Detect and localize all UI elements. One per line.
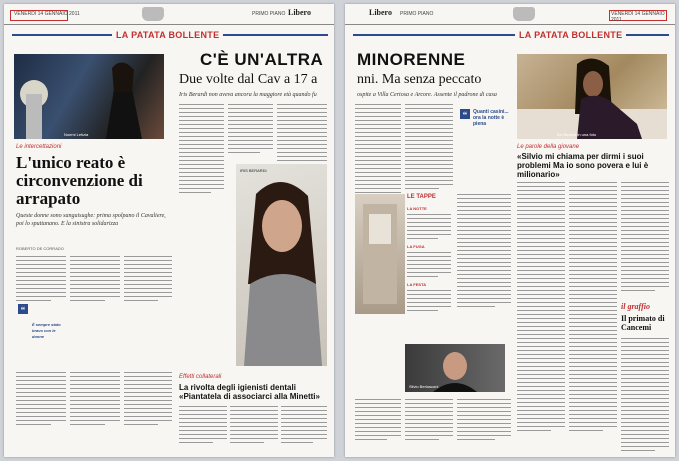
text-column <box>179 406 227 446</box>
text-column <box>124 372 172 428</box>
text-column <box>228 104 273 156</box>
quote-text: È sempre stato bravo con le donne <box>32 322 61 339</box>
text-column <box>407 252 451 280</box>
header-date: VENERDÌ 14 GENNAIO 2011 <box>611 11 665 23</box>
section-label: LA PATATA BOLLENTE <box>112 30 223 40</box>
top-deck: Iris Berardi non aveva ancora la maggiore età quando fu <box>179 92 317 98</box>
photo-detail <box>355 194 405 314</box>
text-column <box>405 399 453 443</box>
photo-caption: IRIS BERARDI <box>240 168 267 173</box>
byline: ROBERTO DE CORRADO <box>16 246 64 251</box>
photo-woman-night <box>14 54 164 139</box>
text-column <box>16 256 66 304</box>
photo-illustration <box>355 194 405 314</box>
text-column <box>70 372 120 428</box>
newspaper-logo: Libero <box>369 8 392 17</box>
right-page <box>345 4 675 457</box>
text-column <box>179 104 224 196</box>
main-headline: L'unico reato è circonvenzione di arrapato <box>16 153 143 208</box>
top-headline: C'È UN'ALTRA <box>200 50 324 69</box>
side-item: LA FESTA <box>407 282 427 287</box>
photo-woman-bed <box>517 54 667 139</box>
photo-illustration <box>517 54 667 139</box>
bottom-headline: La rivolta degli igienisti dentali «Piantatela di associarci alla Minetti» <box>179 383 320 401</box>
text-column <box>405 104 453 192</box>
header-section: PRIMO PIANO <box>400 11 434 17</box>
story-headline: «Silvio mi chiama per dirmi i suoi problemi Ma io sono povera e lui è milionario» <box>517 152 649 179</box>
photo-caption: Silvio Berlusconi <box>409 384 439 389</box>
text-column <box>621 338 669 454</box>
text-column <box>569 182 617 434</box>
text-column <box>457 399 511 443</box>
text-column <box>407 290 451 314</box>
left-page <box>4 4 334 457</box>
bottom-kicker: Effetti collaterali <box>179 374 222 380</box>
text-column <box>457 194 511 310</box>
newspaper-logo: Libero <box>288 8 311 17</box>
article-deck: Queste donne sono sanguisughe: prima spolpano il Cavaliere, poi lo sputtanano. E la sinistra solidarizza <box>16 213 166 227</box>
photo-silvio <box>405 344 505 392</box>
side-item: LA FUGA <box>407 244 425 249</box>
text-column <box>517 182 565 434</box>
kicker: Le parole della giovane <box>517 144 580 150</box>
box-title: Il primato di Cancemi <box>621 314 665 332</box>
text-column <box>230 406 278 446</box>
pull-quote: Quanti casini... ora la notte è piena <box>473 109 509 127</box>
photo-iris-berardi <box>236 164 327 366</box>
right-header <box>345 4 675 25</box>
quote-icon: “ <box>18 304 28 314</box>
header-section: PRIMO PIANO <box>252 11 286 17</box>
top-deck: ospite a Villa Certosa e Arcore. Assente il padrone di casa <box>357 92 497 98</box>
photo-illustration <box>14 54 164 139</box>
portrait-illustration <box>236 164 327 366</box>
text-column <box>355 399 401 443</box>
crest-icon <box>513 7 535 21</box>
left-header <box>4 4 334 25</box>
text-column <box>124 256 172 304</box>
quote-icon: “ <box>460 109 470 119</box>
text-column <box>621 182 669 294</box>
photo-caption: Noemi Letizia <box>64 132 89 137</box>
side-box-head: LE TAPPE <box>407 194 436 200</box>
section-label: LA PATATA BOLLENTE <box>515 30 626 40</box>
text-column <box>16 372 66 428</box>
subheadline: nni. Ma senza peccato <box>357 72 482 87</box>
subheadline: Due volte dal Cav a 17 a <box>179 72 318 87</box>
text-column <box>407 214 451 242</box>
graffio-label: il graffio <box>621 302 650 311</box>
crest-icon <box>142 7 164 21</box>
text-column <box>70 256 120 304</box>
top-headline: MINORENNE <box>357 50 466 69</box>
header-date: VENERDÌ 14 GENNAIO 2011 <box>14 11 80 17</box>
photo-caption: Iris Berardi in una foto <box>557 132 597 137</box>
side-item: LA NOTTE <box>407 206 427 211</box>
text-column <box>281 406 327 446</box>
kicker: Le intercettazioni <box>16 144 62 150</box>
